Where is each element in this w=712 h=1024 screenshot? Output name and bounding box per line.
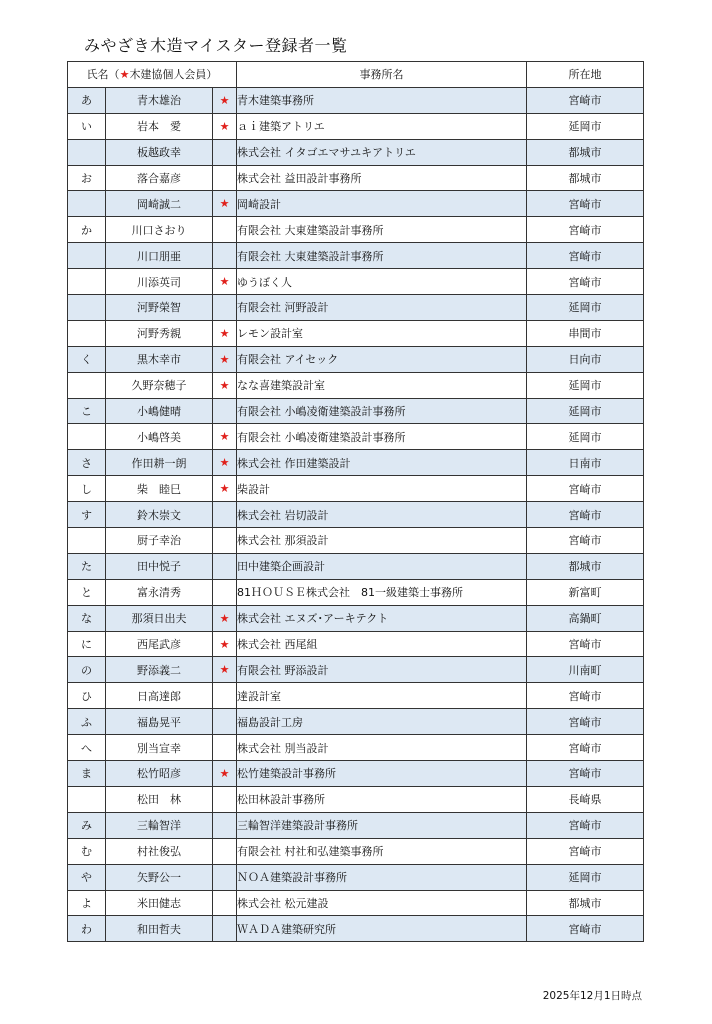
location-cell: 宮崎市	[527, 812, 644, 838]
name-cell: 田中悦子	[106, 553, 213, 579]
member-star-cell	[213, 243, 237, 269]
office-cell: レモン設計室	[237, 320, 527, 346]
location-cell: 宮崎市	[527, 709, 644, 735]
member-star-cell	[213, 709, 237, 735]
name-cell: 落合嘉彦	[106, 165, 213, 191]
header-office: 事務所名	[237, 62, 527, 88]
kana-cell: か	[68, 217, 106, 243]
kana-cell: ま	[68, 761, 106, 787]
member-star-cell: ★	[213, 320, 237, 346]
page-title: みやざき木造マイスター登録者一覧	[84, 36, 348, 55]
location-cell: 都城市	[527, 890, 644, 916]
office-cell: なな喜建築設計室	[237, 372, 527, 398]
table-row	[68, 320, 644, 346]
office-cell: 有限会社 野添設計	[237, 657, 527, 683]
name-cell: 河野榮智	[106, 295, 213, 321]
table-row	[68, 217, 644, 243]
kana-cell	[68, 243, 106, 269]
kana-cell: と	[68, 579, 106, 605]
office-cell: 株式会社 那須設計	[237, 528, 527, 554]
table-row	[68, 87, 644, 113]
kana-cell	[68, 269, 106, 295]
name-cell: 西尾武彦	[106, 631, 213, 657]
location-cell: 宮崎市	[527, 269, 644, 295]
office-cell: 81ＨＯＵＳＥ株式会社 81一級建築士事務所	[237, 579, 527, 605]
header-name-prefix: 氏名（	[86, 68, 120, 82]
kana-cell: わ	[68, 916, 106, 942]
name-cell: 米田健志	[106, 890, 213, 916]
office-cell: 田中建築企画設計	[237, 553, 527, 579]
member-star-cell: ★	[213, 631, 237, 657]
table-row	[68, 269, 644, 295]
member-star-cell: ★	[213, 113, 237, 139]
office-cell: 株式会社 岩切設計	[237, 502, 527, 528]
office-cell: 有限会社 河野設計	[237, 295, 527, 321]
member-star-cell: ★	[213, 87, 237, 113]
table-row	[68, 372, 644, 398]
name-cell: 三輪智洋	[106, 812, 213, 838]
table-row	[68, 657, 644, 683]
name-cell: 福島晃平	[106, 709, 213, 735]
name-cell: 板越政幸	[106, 139, 213, 165]
registrant-table	[67, 61, 644, 942]
kana-cell: お	[68, 165, 106, 191]
kana-cell: ふ	[68, 709, 106, 735]
name-cell: 小嶋啓美	[106, 424, 213, 450]
kana-cell: に	[68, 631, 106, 657]
office-cell: 有限会社 大東建築設計事務所	[237, 217, 527, 243]
member-star-cell	[213, 139, 237, 165]
location-cell: 日向市	[527, 346, 644, 372]
office-cell: 株式会社 西尾組	[237, 631, 527, 657]
kana-cell: み	[68, 812, 106, 838]
name-cell: 小嶋健晴	[106, 398, 213, 424]
table-row	[68, 683, 644, 709]
table-row	[68, 864, 644, 890]
location-cell: 延岡市	[527, 372, 644, 398]
table-body	[68, 87, 644, 941]
location-cell: 宮崎市	[527, 838, 644, 864]
member-star-cell	[213, 398, 237, 424]
office-cell: 有限会社 大東建築設計事務所	[237, 243, 527, 269]
kana-cell: く	[68, 346, 106, 372]
name-cell: 富永清秀	[106, 579, 213, 605]
member-star-cell	[213, 502, 237, 528]
office-cell: 松田林設計事務所	[237, 786, 527, 812]
member-star-cell: ★	[213, 450, 237, 476]
table-row	[68, 579, 644, 605]
table-row	[68, 450, 644, 476]
office-cell: ＷＡＤＡ建築研究所	[237, 916, 527, 942]
name-cell: 矢野公一	[106, 864, 213, 890]
name-cell: 鈴木崇文	[106, 502, 213, 528]
header-location: 所在地	[527, 62, 644, 88]
kana-cell	[68, 786, 106, 812]
table-row	[68, 398, 644, 424]
name-cell: 日高達郎	[106, 683, 213, 709]
kana-cell: さ	[68, 450, 106, 476]
location-cell: 日南市	[527, 450, 644, 476]
name-cell: 黒木幸市	[106, 346, 213, 372]
table-row	[68, 890, 644, 916]
member-star-cell	[213, 864, 237, 890]
location-cell: 宮崎市	[527, 631, 644, 657]
table-row	[68, 424, 644, 450]
member-star-cell	[213, 683, 237, 709]
member-star-cell: ★	[213, 424, 237, 450]
table-row	[68, 113, 644, 139]
table-row	[68, 786, 644, 812]
office-cell: 有限会社 村社和弘建築事務所	[237, 838, 527, 864]
member-star-cell	[213, 295, 237, 321]
member-star-cell	[213, 553, 237, 579]
name-cell: 久野奈穂子	[106, 372, 213, 398]
table-row	[68, 502, 644, 528]
member-star-cell	[213, 916, 237, 942]
name-cell: 川口さおり	[106, 217, 213, 243]
location-cell: 宮崎市	[527, 528, 644, 554]
kana-cell: や	[68, 864, 106, 890]
kana-cell	[68, 424, 106, 450]
office-cell: 株式会社 松元建設	[237, 890, 527, 916]
location-cell: 長崎県	[527, 786, 644, 812]
table-header-row	[68, 62, 644, 88]
location-cell: 宮崎市	[527, 217, 644, 243]
table-row	[68, 476, 644, 502]
kana-cell	[68, 295, 106, 321]
location-cell: 宮崎市	[527, 761, 644, 787]
table-row	[68, 916, 644, 942]
location-cell: 都城市	[527, 139, 644, 165]
location-cell: 宮崎市	[527, 87, 644, 113]
name-cell: 青木雄治	[106, 87, 213, 113]
office-cell: 有限会社 アイセック	[237, 346, 527, 372]
location-cell: 高鍋町	[527, 605, 644, 631]
office-cell: 株式会社 別当設計	[237, 735, 527, 761]
kana-cell: へ	[68, 735, 106, 761]
name-cell: 和田哲夫	[106, 916, 213, 942]
office-cell: 有限会社 小嶋凌衛建築設計事務所	[237, 398, 527, 424]
table-row	[68, 295, 644, 321]
name-cell: 松竹昭彦	[106, 761, 213, 787]
table-row	[68, 735, 644, 761]
office-cell: 株式会社 イタゴエマサユキアトリエ	[237, 139, 527, 165]
name-cell: 柴 睦巳	[106, 476, 213, 502]
table-row	[68, 553, 644, 579]
kana-cell: よ	[68, 890, 106, 916]
member-star-cell	[213, 838, 237, 864]
name-cell: 作田耕一朗	[106, 450, 213, 476]
office-cell: 株式会社 益田設計事務所	[237, 165, 527, 191]
location-cell: 延岡市	[527, 295, 644, 321]
member-star-cell: ★	[213, 346, 237, 372]
office-cell: 有限会社 小嶋凌衛建築設計事務所	[237, 424, 527, 450]
office-cell: ａｉ建築アトリエ	[237, 113, 527, 139]
kana-cell	[68, 320, 106, 346]
office-cell: 松竹建築設計事務所	[237, 761, 527, 787]
name-cell: 岡崎誠二	[106, 191, 213, 217]
kana-cell: た	[68, 553, 106, 579]
office-cell: 福島設計工房	[237, 709, 527, 735]
header-name	[68, 62, 237, 88]
member-star-cell: ★	[213, 476, 237, 502]
location-cell: 宮崎市	[527, 191, 644, 217]
member-star-cell	[213, 890, 237, 916]
kana-cell: し	[68, 476, 106, 502]
table-row	[68, 139, 644, 165]
office-cell: 柴設計	[237, 476, 527, 502]
table-row	[68, 709, 644, 735]
office-cell: ゆうぼく人	[237, 269, 527, 295]
location-cell: 延岡市	[527, 398, 644, 424]
table-row	[68, 165, 644, 191]
location-cell: 延岡市	[527, 864, 644, 890]
kana-cell: い	[68, 113, 106, 139]
name-cell: 村社俊弘	[106, 838, 213, 864]
kana-cell	[68, 139, 106, 165]
member-star-cell: ★	[213, 657, 237, 683]
office-cell: 青木建築事務所	[237, 87, 527, 113]
as-of-date: 2025年12月1日時点	[542, 990, 642, 1002]
office-cell: 三輪智洋建築設計事務所	[237, 812, 527, 838]
member-star-cell	[213, 579, 237, 605]
member-star-cell	[213, 217, 237, 243]
name-cell: 別当宣幸	[106, 735, 213, 761]
location-cell: 川南町	[527, 657, 644, 683]
name-cell: 松田 林	[106, 786, 213, 812]
kana-cell	[68, 528, 106, 554]
member-star-cell	[213, 786, 237, 812]
table-row	[68, 243, 644, 269]
member-star-cell	[213, 735, 237, 761]
kana-cell	[68, 191, 106, 217]
name-cell: 河野秀親	[106, 320, 213, 346]
location-cell: 宮崎市	[527, 243, 644, 269]
member-star-cell: ★	[213, 269, 237, 295]
header-name-suffix: 木建協個人会員）	[129, 68, 218, 82]
kana-cell	[68, 372, 106, 398]
location-cell: 宮崎市	[527, 683, 644, 709]
office-cell: ＮＯＡ建築設計事務所	[237, 864, 527, 890]
table-row	[68, 838, 644, 864]
table-row	[68, 191, 644, 217]
member-star-cell	[213, 812, 237, 838]
location-cell: 宮崎市	[527, 916, 644, 942]
name-cell: 川添英司	[106, 269, 213, 295]
member-star-cell: ★	[213, 761, 237, 787]
office-cell: 株式会社 作田建築設計	[237, 450, 527, 476]
kana-cell: の	[68, 657, 106, 683]
name-cell: 那須日出夫	[106, 605, 213, 631]
kana-cell: ひ	[68, 683, 106, 709]
location-cell: 都城市	[527, 553, 644, 579]
kana-cell: あ	[68, 87, 106, 113]
kana-cell: な	[68, 605, 106, 631]
office-cell: 株式会社 エヌズ･アーキテクト	[237, 605, 527, 631]
table-row	[68, 631, 644, 657]
location-cell: 宮崎市	[527, 476, 644, 502]
kana-cell: む	[68, 838, 106, 864]
table-row	[68, 605, 644, 631]
name-cell: 厨子幸治	[106, 528, 213, 554]
location-cell: 宮崎市	[527, 502, 644, 528]
table-row	[68, 761, 644, 787]
name-cell: 川口朋亜	[106, 243, 213, 269]
office-cell: 岡崎設計	[237, 191, 527, 217]
kana-cell: こ	[68, 398, 106, 424]
kana-cell: す	[68, 502, 106, 528]
table-row	[68, 528, 644, 554]
member-star-cell: ★	[213, 191, 237, 217]
member-star-cell	[213, 165, 237, 191]
location-cell: 延岡市	[527, 424, 644, 450]
table-row	[68, 812, 644, 838]
name-cell: 岩本 愛	[106, 113, 213, 139]
location-cell: 宮崎市	[527, 735, 644, 761]
location-cell: 延岡市	[527, 113, 644, 139]
member-star-cell	[213, 528, 237, 554]
member-star-cell: ★	[213, 605, 237, 631]
location-cell: 都城市	[527, 165, 644, 191]
location-cell: 新富町	[527, 579, 644, 605]
office-cell: 達設計室	[237, 683, 527, 709]
star-icon: ★	[119, 68, 130, 82]
name-cell: 野添義二	[106, 657, 213, 683]
member-star-cell: ★	[213, 372, 237, 398]
table-row	[68, 346, 644, 372]
location-cell: 串間市	[527, 320, 644, 346]
